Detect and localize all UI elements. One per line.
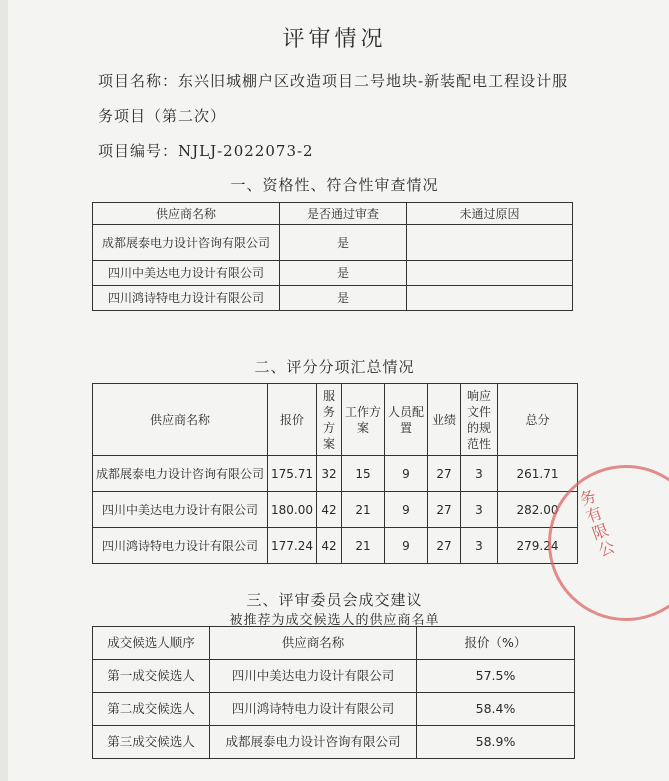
cell: [407, 261, 573, 286]
table-row: [93, 492, 578, 528]
col-header: 未通过原因: [407, 203, 573, 225]
cell: 3: [461, 456, 498, 492]
col-header: 总分: [498, 384, 578, 456]
col-header: 供应商名称: [210, 627, 417, 660]
table-header-row: [93, 384, 578, 456]
table-row: [93, 528, 578, 564]
cell: [407, 225, 573, 261]
recommendation-table: [92, 626, 575, 759]
project-number: 项目编号：NJLJ-2022073-2: [98, 142, 314, 160]
page-edge: [0, 0, 8, 781]
cell: 四川中美达电力设计有限公司: [210, 660, 417, 693]
cell: 四川鸿诗特电力设计有限公司: [93, 528, 268, 564]
cell: 282.00: [498, 492, 578, 528]
cell: 第二成交候选人: [93, 693, 210, 726]
table-row: [93, 456, 578, 492]
cell: 9: [385, 456, 428, 492]
cell: 180.00: [268, 492, 317, 528]
cell: 27: [428, 456, 461, 492]
cell: 成都展泰电力设计咨询有限公司: [210, 726, 417, 759]
cell: 42: [317, 528, 342, 564]
score-table: [92, 383, 578, 564]
col-header: 是否通过审查: [280, 203, 407, 225]
cell: 261.71: [498, 456, 578, 492]
section1-heading: 一、资格性、符合性审查情况: [230, 176, 439, 194]
cell: 是: [280, 261, 407, 286]
cell: [407, 286, 573, 311]
project-name-line1: 项目名称：东兴旧城棚户区改造项目二号地块-新装配电工程设计服: [98, 72, 569, 90]
project-name-line2: 务项目（第二次）: [98, 107, 227, 125]
page-title: 评审情况: [282, 27, 387, 52]
table-row: [93, 225, 573, 261]
cell: 175.71: [268, 456, 317, 492]
qualification-table: [92, 202, 573, 311]
col-header: 服务方案: [317, 384, 342, 456]
col-header: 报价: [268, 384, 317, 456]
cell: 177.24: [268, 528, 317, 564]
cell: 四川中美达电力设计有限公司: [93, 492, 268, 528]
cell: 四川中美达电力设计有限公司: [93, 261, 280, 286]
cell: 9: [385, 492, 428, 528]
col-header: 供应商名称: [93, 203, 280, 225]
table-row: [93, 693, 575, 726]
table-row: [93, 660, 575, 693]
cell: 第一成交候选人: [93, 660, 210, 693]
cell: 42: [317, 492, 342, 528]
col-header: 供应商名称: [93, 384, 268, 456]
table-header-row: [93, 627, 575, 660]
cell: 是: [280, 286, 407, 311]
table-row: [93, 261, 573, 286]
cell: 15: [342, 456, 385, 492]
seal-text: 务有限公: [575, 486, 618, 562]
section2-heading: 二、评分分项汇总情况: [254, 358, 415, 376]
cell: 3: [461, 492, 498, 528]
col-header: 报价（%）: [417, 627, 575, 660]
table-header-row: [93, 203, 573, 225]
cell: 21: [342, 492, 385, 528]
cell: 是: [280, 225, 407, 261]
col-header: 人员配置: [385, 384, 428, 456]
table-row: [93, 726, 575, 759]
cell: 第三成交候选人: [93, 726, 210, 759]
cell: 3: [461, 528, 498, 564]
cell: 58.4%: [417, 693, 575, 726]
cell: 成都展泰电力设计咨询有限公司: [93, 225, 280, 261]
cell: 21: [342, 528, 385, 564]
section3-heading: 三、评审委员会成交建议: [246, 591, 423, 609]
col-header: 工作方案: [342, 384, 385, 456]
cell: 57.5%: [417, 660, 575, 693]
col-header: 响应文件的规范性: [461, 384, 498, 456]
col-header: 成交候选人顺序: [93, 627, 210, 660]
table-row: [93, 286, 573, 311]
cell: 32: [317, 456, 342, 492]
section3-subheading: 被推荐为成交候选人的供应商名单: [229, 613, 440, 628]
cell: 四川鸿诗特电力设计有限公司: [210, 693, 417, 726]
col-header: 业绩: [428, 384, 461, 456]
cell: 27: [428, 492, 461, 528]
cell: 9: [385, 528, 428, 564]
cell: 成都展泰电力设计咨询有限公司: [93, 456, 268, 492]
cell: 27: [428, 528, 461, 564]
cell: 58.9%: [417, 726, 575, 759]
cell: 279.24: [498, 528, 578, 564]
cell: 四川鸿诗特电力设计有限公司: [93, 286, 280, 311]
